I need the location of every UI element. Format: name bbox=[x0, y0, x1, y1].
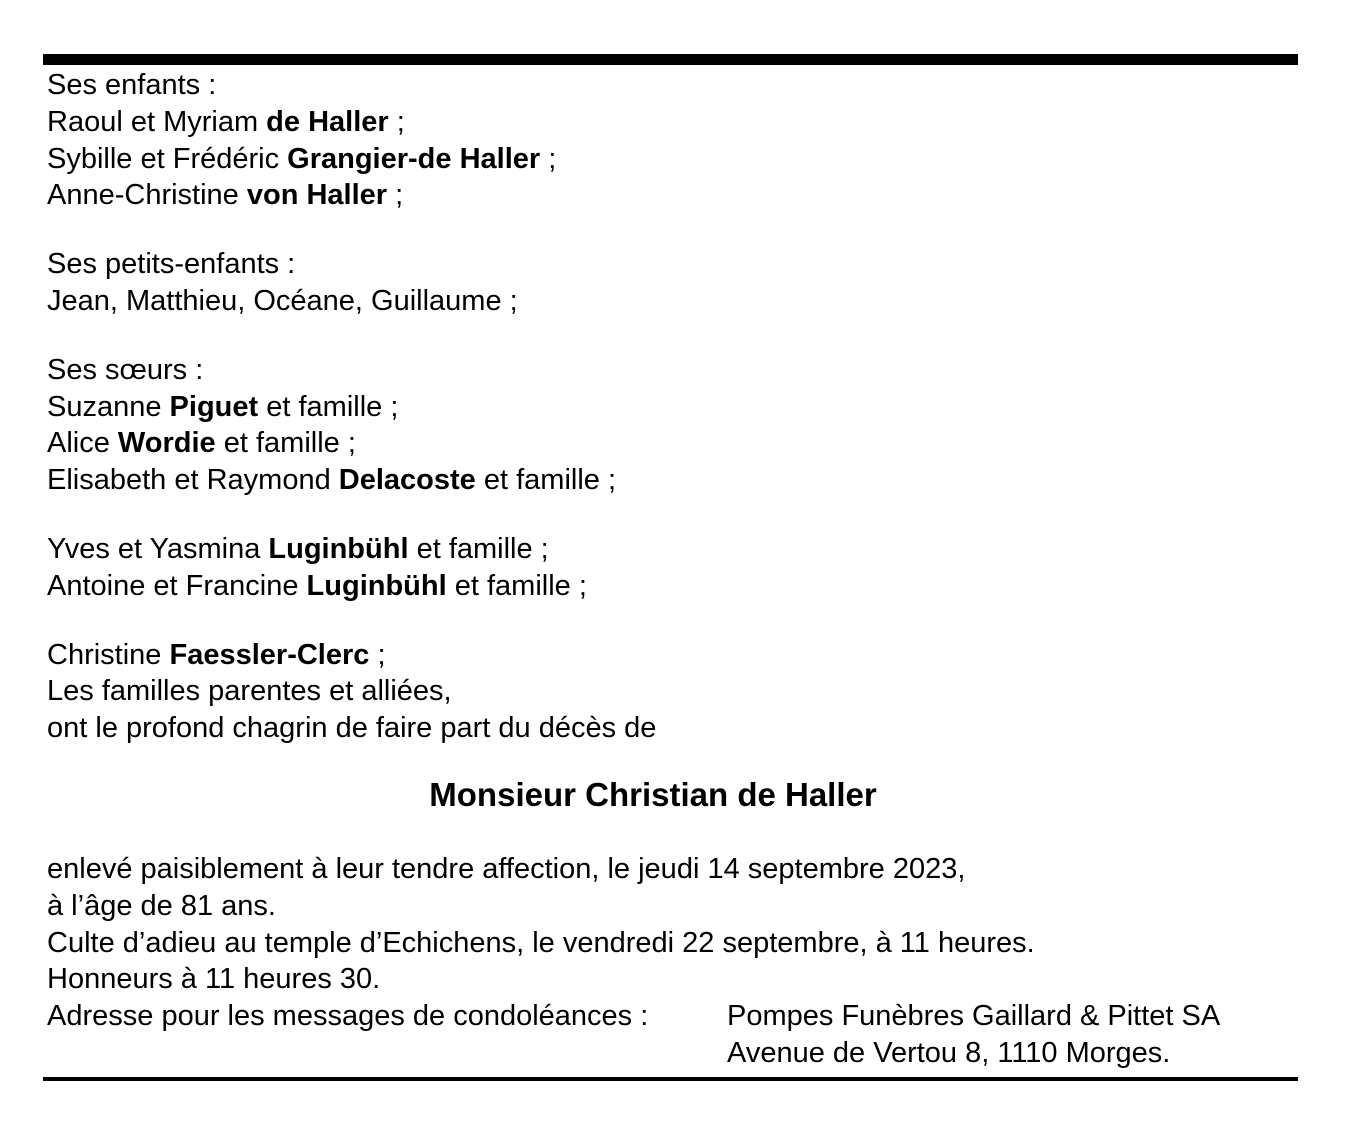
address-line-1: Pompes Funèbres Gaillard & Pittet SA bbox=[727, 1000, 1221, 1033]
sister-entry-names: Alice bbox=[47, 427, 118, 460]
child-entry-suffix: ; bbox=[388, 105, 405, 138]
bottom-rule bbox=[43, 1077, 1298, 1081]
address-block bbox=[727, 998, 1220, 1072]
child-entry-names: Anne-Christine bbox=[47, 179, 247, 212]
sister-entry-suffix: et famille ; bbox=[215, 427, 356, 460]
sister-entry-surname: Wordie bbox=[117, 427, 216, 460]
grandchildren-heading: Ses petits-enfants : bbox=[47, 248, 296, 281]
sister-entry-names: Elisabeth et Raymond bbox=[47, 464, 339, 497]
details-section bbox=[47, 851, 1297, 1072]
section-gap bbox=[47, 214, 1297, 246]
section-gap bbox=[47, 320, 1297, 352]
sisters-heading: Ses sœurs : bbox=[47, 353, 204, 386]
sister-entry bbox=[47, 462, 1297, 499]
grandchildren-section bbox=[47, 246, 1297, 320]
family-entry-surname: Faessler-Clerc bbox=[169, 638, 370, 671]
family-entry-surname: Luginbühl bbox=[306, 569, 447, 602]
children-section bbox=[47, 67, 1297, 214]
others-section bbox=[47, 637, 1297, 747]
family-entry-names: Yves et Yasmina bbox=[47, 532, 269, 565]
child-entry-surname: de Haller bbox=[266, 105, 389, 138]
sister-entry-suffix: et famille ; bbox=[475, 464, 617, 497]
top-rule bbox=[43, 54, 1298, 65]
sister-entry-suffix: et famille ; bbox=[258, 390, 399, 423]
address-line-2: Avenue de Vertou 8, 1110 Morges. bbox=[727, 1036, 1171, 1069]
sister-entry-surname: Piguet bbox=[169, 390, 259, 423]
child-entry bbox=[47, 141, 1297, 178]
sister-entry-names: Suzanne bbox=[47, 390, 170, 423]
children-heading: Ses enfants : bbox=[47, 69, 217, 101]
grandchildren-names: Jean, Matthieu, Océane, Guillaume ; bbox=[47, 284, 518, 317]
passing-line: enlevé paisiblement à leur tendre affection, le jeudi 14 septembre 2023, bbox=[47, 852, 966, 885]
announcement-line: ont le profond chagrin de faire part du décès de bbox=[47, 712, 657, 745]
sisters-section bbox=[47, 352, 1297, 499]
family-entry bbox=[47, 568, 1297, 605]
section-gap bbox=[47, 605, 1297, 637]
age-line: à l’âge de 81 ans. bbox=[47, 889, 276, 922]
child-entry-surname: Grangier-de Haller bbox=[287, 142, 541, 175]
child-entry-names: Raoul et Myriam bbox=[47, 105, 267, 138]
sister-entry bbox=[47, 425, 1297, 462]
condolences-address bbox=[47, 998, 1297, 1072]
family-entry bbox=[47, 637, 1297, 674]
child-entry bbox=[47, 104, 1297, 141]
child-entry-surname: von Haller bbox=[246, 179, 388, 212]
child-entry-suffix: ; bbox=[387, 179, 404, 212]
family-entry-names: Christine bbox=[47, 638, 170, 671]
service-line: Culte d’adieu au temple d’Echichens, le vendredi 22 septembre, à 11 heures. bbox=[47, 926, 1035, 959]
sister-entry bbox=[47, 389, 1297, 426]
family-entry-suffix: ; bbox=[369, 638, 386, 671]
sister-entry-surname: Delacoste bbox=[338, 464, 476, 497]
child-entry bbox=[47, 177, 1297, 214]
relatives-line: Les familles parentes et alliées, bbox=[47, 675, 452, 708]
family-entry-surname: Luginbühl bbox=[268, 532, 409, 565]
family-entry bbox=[47, 531, 1297, 568]
luginbuhl-section bbox=[47, 531, 1297, 605]
address-label: Adresse pour les messages de condoléances : bbox=[47, 1000, 649, 1033]
deceased-name: Monsieur Christian de Haller bbox=[429, 775, 877, 813]
child-entry-suffix: ; bbox=[540, 142, 557, 175]
family-entry-names: Antoine et Francine bbox=[47, 569, 307, 602]
section-gap bbox=[47, 499, 1297, 531]
child-entry-names: Sybille et Frédéric bbox=[47, 142, 288, 175]
family-entry-suffix: et famille ; bbox=[408, 532, 549, 565]
honours-line: Honneurs à 11 heures 30. bbox=[47, 963, 381, 996]
obituary-notice bbox=[47, 67, 1297, 1072]
family-entry-suffix: et famille ; bbox=[446, 569, 587, 602]
